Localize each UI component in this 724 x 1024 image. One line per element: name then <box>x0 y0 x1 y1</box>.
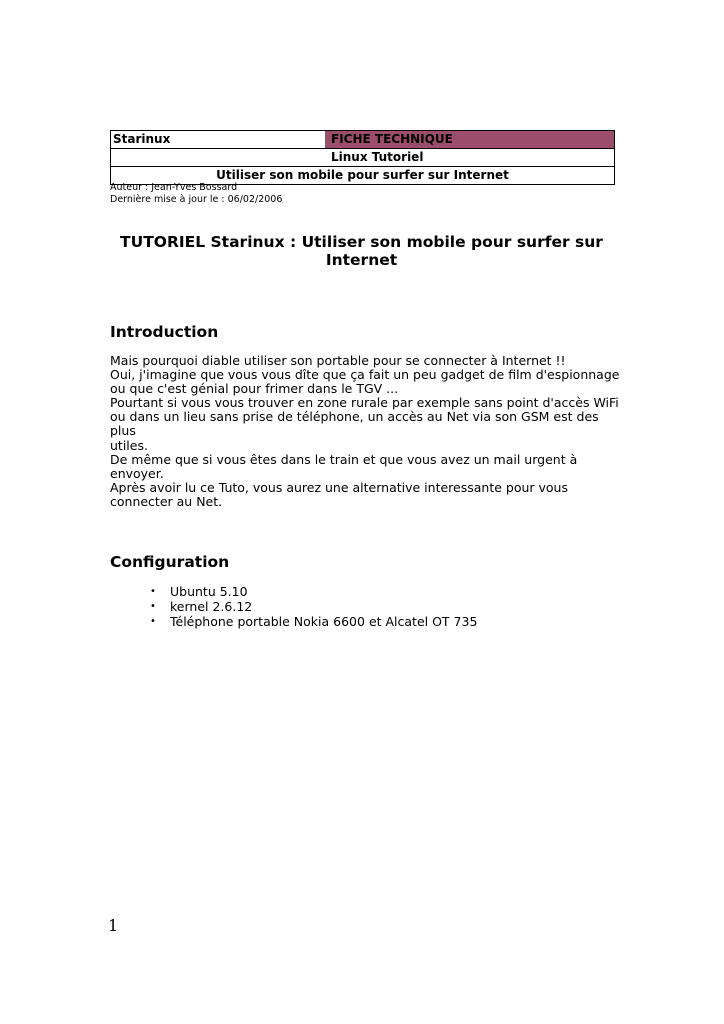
intro-line: De même que si vous êtes dans le train et que vous avez un mail urgent à <box>110 451 578 467</box>
site-name: Starinux <box>113 132 171 146</box>
configuration-list <box>150 584 477 629</box>
intro-line: utiles. <box>110 437 148 453</box>
intro-line: Oui, j'imagine que vous vous dîte que ça fait un peu gadget de film d'espionnage <box>110 367 620 383</box>
introduction-body <box>110 354 620 509</box>
list-item-text: Ubuntu 5.10 <box>170 584 248 599</box>
subject-label: Utiliser son mobile pour surfer sur Internet <box>216 168 509 182</box>
list-item-text: kernel 2.6.12 <box>170 599 253 614</box>
list-item <box>150 599 477 614</box>
header-row-2 <box>111 149 614 167</box>
title-line-2: Internet <box>325 251 398 269</box>
header-row-1 <box>111 131 614 149</box>
author-line: Auteur : Jean-Yves Bossard <box>110 182 238 193</box>
header-table <box>110 130 615 185</box>
intro-line: Après avoir lu ce Tuto, vous aurez une alternative interessante pour vous <box>110 479 568 495</box>
bullet-icon: • <box>150 616 156 627</box>
page-number: 1 <box>108 916 119 935</box>
intro-line: envoyer. <box>110 465 164 481</box>
list-item <box>150 584 477 599</box>
list-item <box>150 614 477 629</box>
intro-line: Pourtant si vous vous trouver en zone rurale par exemple sans point d'accès WiFi <box>110 395 619 411</box>
list-item-text: Téléphone portable Nokia 6600 et Alcatel OT 735 <box>170 614 478 629</box>
configuration-heading: Configuration <box>110 553 230 571</box>
introduction-heading: Introduction <box>110 323 219 341</box>
category-label: Linux Tutoriel <box>331 150 424 164</box>
header-empty-cell <box>111 149 325 166</box>
bullet-icon: • <box>150 586 156 597</box>
intro-line: ou dans un lieu sans prise de téléphone, un accès au Net via son GSM est des plus <box>110 409 599 439</box>
page-title <box>110 233 613 269</box>
intro-line: Mais pourquoi diable utiliser son portable pour se connecter à Internet !! <box>110 353 566 368</box>
last-updated-line: Dernière mise à jour le : 06/02/2006 <box>110 194 283 205</box>
fiche-technique-label: FICHE TECHNIQUE <box>325 131 614 148</box>
bullet-icon: • <box>150 601 156 612</box>
intro-line: ou que c'est génial pour frimer dans le TGV ... <box>110 381 399 397</box>
title-line-1: TUTORIEL Starinux : Utiliser son mobile pour surfer sur <box>120 233 603 251</box>
intro-line: connecter au Net. <box>110 493 223 509</box>
